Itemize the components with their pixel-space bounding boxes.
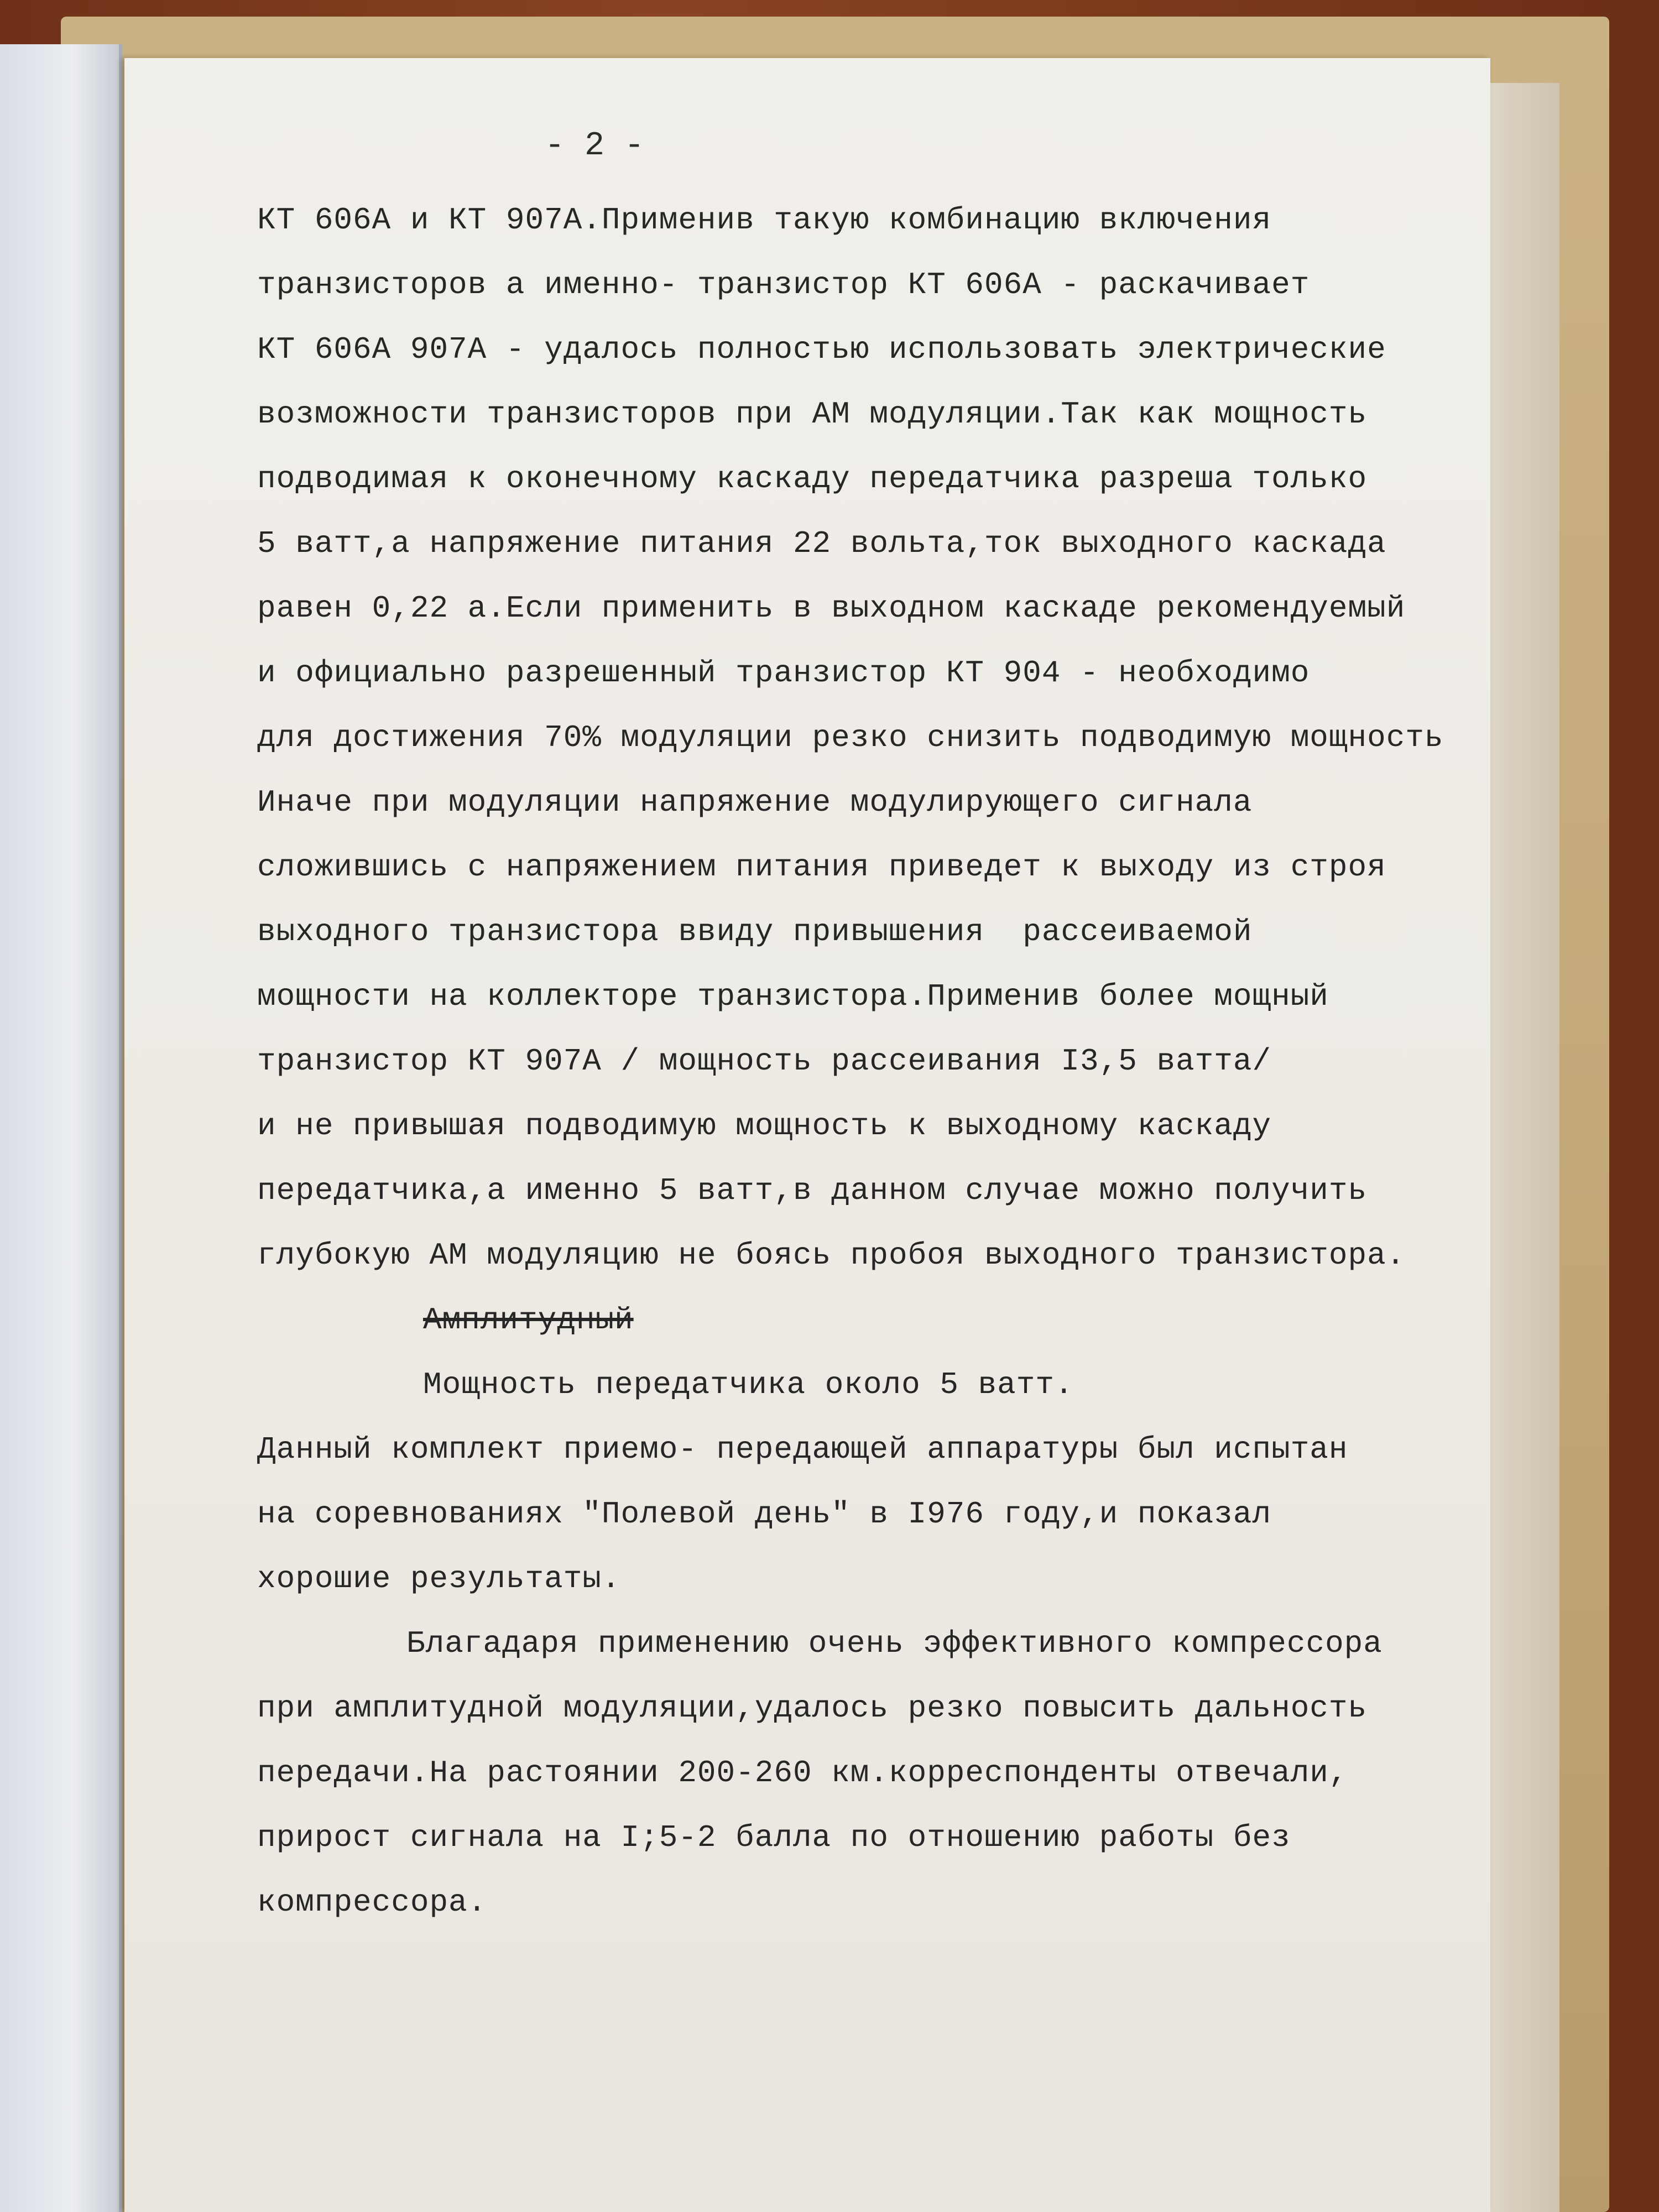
text-line: КТ 606А и КТ 907А.Применив такую комбинацию включения bbox=[257, 202, 1272, 238]
text-line: Иначе при модуляции напряжение модулирующего сигнала bbox=[257, 785, 1253, 820]
text-line: прирост сигнала на I;5-2 балла по отношению работы без bbox=[257, 1820, 1291, 1855]
text-line: передачи.На растоянии 200-260 км.корреспонденты отвечали, bbox=[257, 1755, 1348, 1791]
page-body bbox=[257, 188, 1479, 1935]
text-line: 5 ватт,а напряжение питания 22 вольта,ток выходного каскада bbox=[257, 526, 1386, 561]
text-line: транзистор КТ 907А / мощность рассеивания I3,5 ватта/ bbox=[257, 1044, 1272, 1079]
text-line: выходного транзистора ввиду привышения рассеиваемой bbox=[257, 914, 1253, 950]
text-line: сложившись с напряжением питания приведет к выходу из строя bbox=[257, 849, 1386, 885]
left-page-edge bbox=[0, 44, 122, 2212]
text-line: Благадаря применению очень эффективного компрессора bbox=[406, 1626, 1383, 1661]
typewritten-page bbox=[124, 58, 1490, 2212]
text-line: подводимая к оконечному каскаду передатчика разреша только bbox=[257, 461, 1368, 497]
text-line: транзисторов а именно- транзистор КТ 606А - раскачивает bbox=[257, 267, 1310, 302]
struck-heading-text: Амплитудный bbox=[423, 1302, 634, 1338]
struck-heading bbox=[257, 1288, 1479, 1353]
text-line: и не привышая подводимую мощность к выходному каскаду bbox=[257, 1108, 1272, 1144]
text-line: компрессора. bbox=[257, 1885, 487, 1920]
page-number: - 2 - bbox=[545, 127, 645, 165]
text-line: КТ 606А 907А - удалось полностью использовать электрические bbox=[257, 332, 1386, 367]
text-line: Данный комплект приемо- передающей аппаратуры был испытан bbox=[257, 1432, 1348, 1467]
text-line: и официально разрешенный транзистор КТ 904 - необходимо bbox=[257, 655, 1310, 691]
text-line: хорошие результаты. bbox=[257, 1561, 621, 1597]
text-line: равен 0,22 а.Если применить в выходном каскаде рекомендуемый bbox=[257, 591, 1406, 626]
text-line: на соревнованиях "Полевой день" в I976 году,и показал bbox=[257, 1496, 1272, 1532]
text-line: мощности на коллекторе транзистора.Применив более мощный bbox=[257, 979, 1329, 1014]
text-line: глубокую АМ модуляцию не боясь пробоя выходного транзистора. bbox=[257, 1238, 1406, 1273]
text-line: при амплитудной модуляции,удалось резко повысить дальность bbox=[257, 1691, 1368, 1726]
text-line: возможности транзисторов при АМ модуляции.Так как мощность bbox=[257, 397, 1368, 432]
text-line: передатчика,а именно 5 ватт,в данном случае можно получить bbox=[257, 1173, 1368, 1208]
power-line: Мощность передатчика около 5 ватт. bbox=[423, 1367, 1074, 1402]
text-line: для достижения 70% модуляции резко снизить подводимую мощность bbox=[257, 720, 1444, 755]
